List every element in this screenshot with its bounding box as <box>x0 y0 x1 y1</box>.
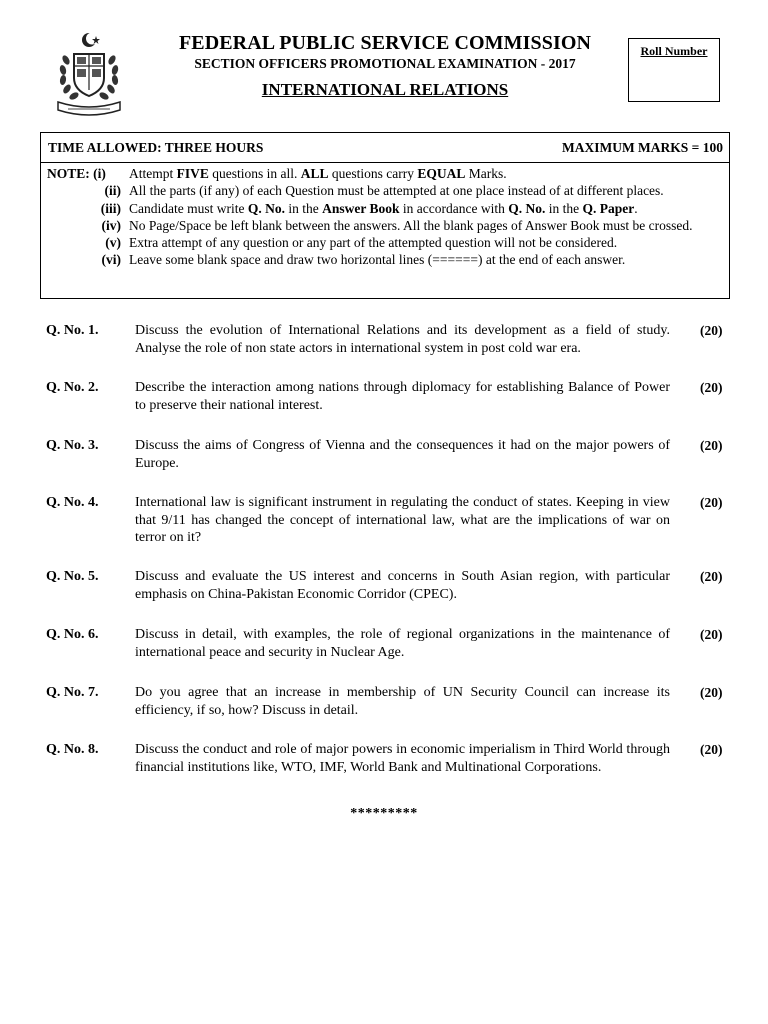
exam-info-row <box>41 133 729 163</box>
note-item <box>47 251 723 268</box>
note-text: Candidate must write Q. No. in the Answer Book in accordance with Q. No. in the Q. Paper. <box>129 200 638 216</box>
question-number: Q. No. 4. <box>46 495 99 510</box>
question-text: Discuss in detail, with examples, the role of regional organizations in the maintenance of international peace and security in Nuclear Age. <box>135 627 670 660</box>
question-number: Q. No. 8. <box>46 742 99 757</box>
question-number: Q. No. 5. <box>46 569 99 584</box>
note-text: No Page/Space be left blank between the answers. All the blank pages of Answer Book must be crossed. <box>129 217 693 233</box>
note-item <box>47 200 723 217</box>
note-label: (vi) <box>101 252 121 268</box>
question-text: Discuss the conduct and role of major powers in economic imperialism in Third World through financial institutions like, WTO, IMF, World Bank and Multinational Corporations. <box>135 742 670 775</box>
note-item <box>47 217 723 234</box>
end-marker: ********* <box>350 806 418 821</box>
subject-title: INTERNATIONAL RELATIONS <box>261 80 509 99</box>
question-marks: (20) <box>700 627 723 642</box>
note-label: (iii) <box>100 200 121 216</box>
question-marks: (20) <box>700 569 723 584</box>
question-number: Q. No. 1. <box>46 323 99 338</box>
question-marks: (20) <box>700 438 723 453</box>
question-text: Describe the interaction among nations through diplomacy for establishing Balance of Power to preserve their national interest. <box>135 380 670 413</box>
question-marks: (20) <box>700 742 723 757</box>
org-title: FEDERAL PUBLIC SERVICE COMMISSION <box>178 32 592 54</box>
question-text: Discuss the evolution of International Relations and its development as a field of study. Analyse the role of non state actors in international system in post cold war era. <box>135 323 670 356</box>
note-text: All the parts (if any) of each Question must be attempted at one place instead of at different places. <box>129 183 664 199</box>
note-label: (ii) <box>104 183 121 199</box>
question-marks: (20) <box>700 323 723 338</box>
question-text: Discuss and evaluate the US interest and concerns in South Asian region, with particular emphasis on China-Pakistan Economic Corridor (CPEC). <box>135 569 670 602</box>
time-allowed: TIME ALLOWED: THREE HOURS <box>48 139 264 155</box>
roll-number-box <box>628 38 720 102</box>
note-label: (iv) <box>101 217 121 233</box>
note-item <box>47 165 723 182</box>
note-item <box>47 234 723 251</box>
instructions-box <box>40 132 730 299</box>
question-marks: (20) <box>700 685 723 700</box>
question-number: Q. No. 2. <box>46 380 99 395</box>
note-text: Leave some blank space and draw two horizontal lines (======) at the end of each answer. <box>129 252 626 268</box>
fpsc-emblem-icon <box>46 30 132 116</box>
roll-number-label: Roll Number <box>640 44 708 58</box>
question-marks: (20) <box>700 380 723 395</box>
maximum-marks: MAXIMUM MARKS = 100 <box>561 139 723 155</box>
note-label: (v) <box>105 235 121 251</box>
question-number: Q. No. 7. <box>46 685 99 700</box>
question-text: Discuss the aims of Congress of Vienna and the consequences it had on the major powers of Europe. <box>135 438 670 471</box>
question-marks: (20) <box>700 495 723 510</box>
question-number: Q. No. 6. <box>46 627 99 642</box>
notes-list <box>41 163 729 269</box>
question-text: International law is significant instrument in regulating the conduct of states. Keeping in view that 9/11 has changed the concept of international law, what are the implications of war on terror on it? <box>135 495 670 545</box>
note-item <box>47 182 723 199</box>
question-text: Do you agree that an increase in membership of UN Security Council can increase its efficiency, if so, how? Discuss in detail. <box>135 685 670 718</box>
exam-title: SECTION OFFICERS PROMOTIONAL EXAMINATION - 2017 <box>194 56 576 71</box>
note-text: Attempt FIVE questions in all. ALL questions carry EQUAL Marks. <box>129 166 507 181</box>
question-number: Q. No. 3. <box>46 438 99 453</box>
note-text: Extra attempt of any question or any part of the attempted question will not be considered. <box>129 235 618 251</box>
note-label: NOTE: (i) <box>47 166 106 181</box>
